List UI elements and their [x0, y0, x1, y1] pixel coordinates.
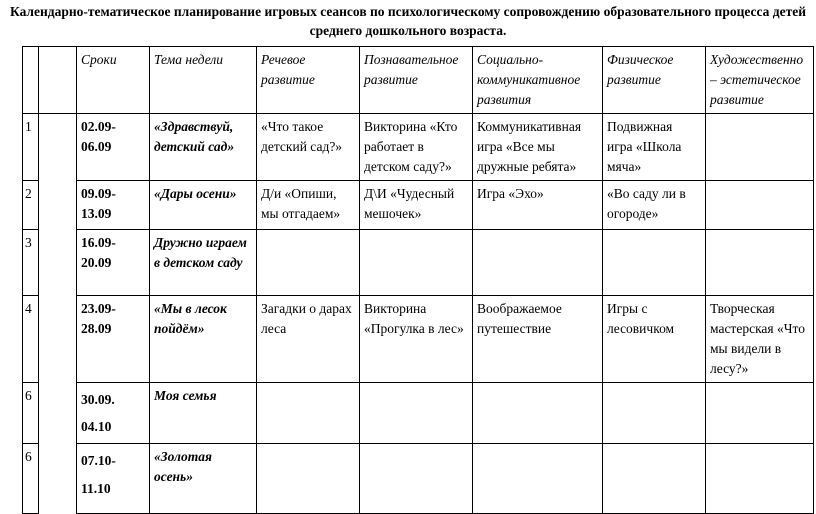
row-social	[473, 444, 603, 514]
row-speech	[257, 383, 360, 444]
header-theme: Тема недели	[150, 47, 257, 114]
row-physical: Подвижная игра «Школа мяча»	[603, 114, 706, 181]
row-number: 6	[23, 383, 39, 444]
row-cognitive	[360, 230, 473, 296]
row-art	[706, 181, 814, 230]
table-row	[23, 181, 814, 230]
row-physical	[603, 230, 706, 296]
row-art	[706, 444, 814, 514]
row-period: 09.09-13.09	[77, 181, 150, 230]
row-period: 23.09-28.09	[77, 296, 150, 383]
header-period: Сроки	[77, 47, 150, 114]
row-number: 4	[23, 296, 39, 383]
row-speech	[257, 444, 360, 514]
row-number: 2	[23, 181, 39, 230]
row-blank	[39, 383, 77, 444]
row-cognitive	[360, 444, 473, 514]
row-physical: Игры с лесовичком	[603, 296, 706, 383]
row-speech: Д/и «Опиши, мы отгадаем»	[257, 181, 360, 230]
header-speech: Речевое развитие	[257, 47, 360, 114]
row-social	[473, 230, 603, 296]
row-speech: Загадки о дарах леса	[257, 296, 360, 383]
header-num-cell	[23, 47, 39, 114]
row-blank	[39, 230, 77, 296]
row-art	[706, 114, 814, 181]
header-row	[23, 47, 814, 114]
row-social	[473, 383, 603, 444]
row-number: 6	[23, 444, 39, 514]
row-social: Воображаемое путешествие	[473, 296, 603, 383]
planning-table	[22, 46, 814, 514]
row-blank	[39, 296, 77, 383]
table-row	[23, 114, 814, 181]
row-number: 3	[23, 230, 39, 296]
header-blank-cell	[39, 47, 77, 114]
table-row	[23, 383, 814, 444]
row-speech	[257, 230, 360, 296]
row-theme: «Здравствуй, детский сад»	[150, 114, 257, 181]
row-period: 16.09-20.09	[77, 230, 150, 296]
row-theme: Моя семья	[150, 383, 257, 444]
row-physical	[603, 383, 706, 444]
row-physical: «Во саду ли в огороде»	[603, 181, 706, 230]
row-art	[706, 383, 814, 444]
row-theme: «Дары осени»	[150, 181, 257, 230]
header-cognitive: Познавательное развитие	[360, 47, 473, 114]
row-cognitive: Викторина «Прогулка в лес»	[360, 296, 473, 383]
row-art: Творческая мастерская «Что мы видели в лесу?»	[706, 296, 814, 383]
title-line-1: Календарно-тематическое планирование игровых сеансов по психологическому сопровождению образовательного процесса детей	[9, 4, 807, 19]
header-physical: Физическое развитие	[603, 47, 706, 114]
page-title	[0, 2, 816, 40]
row-theme: Дружно играем в детском саду	[150, 230, 257, 296]
row-cognitive: Викторина «Кто работает в детском саду?»	[360, 114, 473, 181]
row-cognitive	[360, 383, 473, 444]
header-social: Социально-коммуникативное развития	[473, 47, 603, 114]
table-row	[23, 296, 814, 383]
row-speech: «Что такое детский сад?»	[257, 114, 360, 181]
row-theme: «Золотая осень»	[150, 444, 257, 514]
row-theme: «Мы в лесок пойдём»	[150, 296, 257, 383]
row-number: 1	[23, 114, 39, 181]
row-art	[706, 230, 814, 296]
row-blank	[39, 114, 77, 181]
row-blank	[39, 444, 77, 514]
row-period: 02.09-06.09	[77, 114, 150, 181]
row-blank	[39, 181, 77, 230]
row-period: 30.09. 04.10	[77, 383, 150, 444]
row-cognitive: Д\И «Чудесный мешочек»	[360, 181, 473, 230]
header-art: Художественно – эстетическое развитие	[706, 47, 814, 114]
table-row	[23, 230, 814, 296]
title-line-2: среднего дошкольного возраста.	[309, 23, 507, 38]
row-physical	[603, 444, 706, 514]
table-row	[23, 444, 814, 514]
row-social: Коммуникативная игра «Все мы дружные ребята»	[473, 114, 603, 181]
row-social: Игра «Эхо»	[473, 181, 603, 230]
row-period: 07.10-11.10	[77, 444, 150, 514]
